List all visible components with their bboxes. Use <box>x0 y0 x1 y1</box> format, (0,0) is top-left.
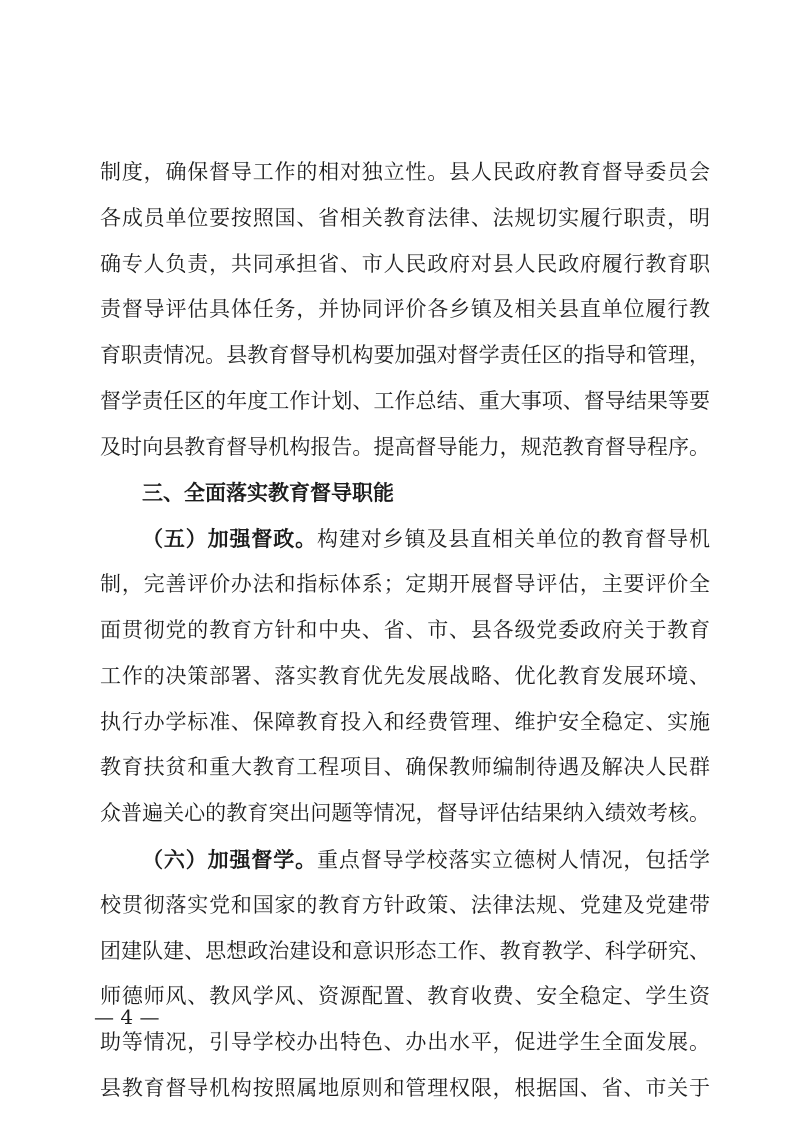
paragraph-6-first-text: 重点督导学校落实立德树人情况，包括学 <box>317 847 711 872</box>
text-line: 执行办学标准、保障教育投入和经费管理、维护安全稳定、实施 <box>100 709 710 734</box>
text-line: 各成员单位要按照国、省相关教育法律、法规切实履行职责，明 <box>100 205 710 230</box>
text-line: 教育扶贫和重大教育工程项目、确保教师编制待遇及解决人民群 <box>100 755 710 780</box>
paragraph-5-label: （五）加强督政。 <box>142 526 318 552</box>
paragraph-5-first-line <box>100 516 710 562</box>
text-line: 责督导评估具体任务，并协同评价各乡镇及相关县直单位履行教 <box>100 297 710 322</box>
text-line: 育职责情况。县教育督导机构要加强对督学责任区的指导和管理， <box>100 343 710 368</box>
paragraph-6-label: （六）加强督学。 <box>142 846 318 872</box>
text-line: 确专人负责，共同承担省、市人民政府对县人民政府履行教育职 <box>100 251 710 276</box>
section-heading: 三、全面落实教育督导职能 <box>142 480 394 505</box>
text-line: 众普遍关心的教育突出问题等情况，督导评估结果纳入绩效考核。 <box>100 801 710 826</box>
text-line: 工作的决策部署、落实教育优先发展战略、优化教育发展环境、 <box>100 663 710 688</box>
text-line: 团建队建、思想政治建设和意识形态工作、教育教学、科学研究、 <box>100 938 710 963</box>
text-line: 面贯彻党的教育方针和中央、省、市、县各级党委政府关于教育 <box>100 617 710 642</box>
paragraph-5-first-text: 构建对乡镇及县直相关单位的教育督导机 <box>317 527 711 552</box>
text-line: 县教育督导机构按照属地原则和管理权限，根据国、省、市关于 <box>100 1075 710 1100</box>
body-text <box>100 150 710 1112</box>
paragraph-6-first-line <box>100 837 710 883</box>
page-number: — 4 — <box>94 1005 160 1029</box>
text-line: 校贯彻落实党和国家的教育方针政策、法律法规、党建及党建带 <box>100 892 710 917</box>
text-line: 助等情况，引导学校办出特色、办出水平，促进学生全面发展。 <box>100 1030 710 1055</box>
text-line: 督学责任区的年度工作计划、工作总结、重大事项、督导结果等要 <box>100 388 710 413</box>
text-line: 师德师风、教风学风、资源配置、教育收费、安全稳定、学生资 <box>100 984 710 1009</box>
text-line: 制度，确保督导工作的相对独立性。县人民政府教育督导委员会 <box>100 160 710 184</box>
text-line: 及时向县教育督导机构报告。提高督导能力，规范教育督导程序。 <box>100 434 710 459</box>
text-line: 制，完善评价办法和指标体系；定期开展督导评估，主要评价全 <box>100 572 710 597</box>
